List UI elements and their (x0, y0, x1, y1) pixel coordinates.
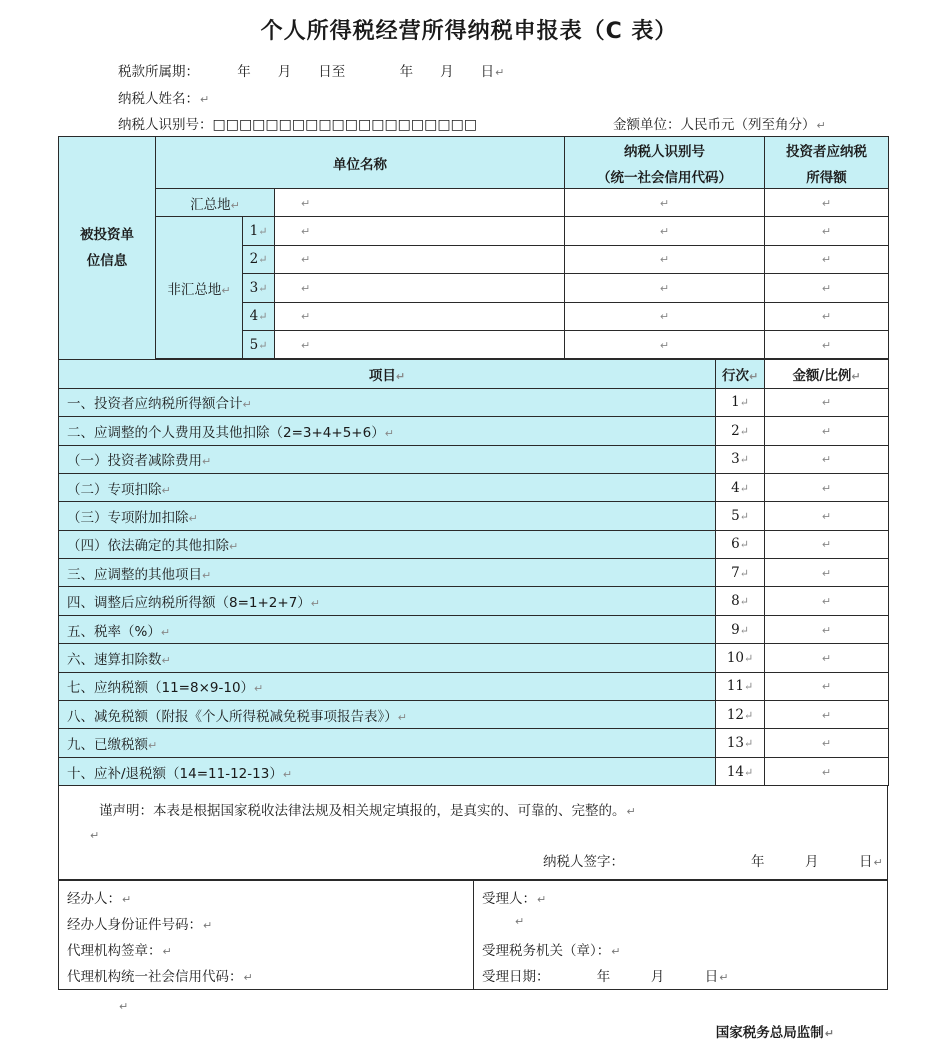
item-line-no: 1↵ (716, 388, 765, 416)
item-line-no: 3↵ (716, 445, 765, 473)
tax-period-from: 年 月 日至 (237, 64, 346, 80)
signature-label: 纳税人签字： (543, 854, 624, 870)
col-project: 项目↵ (59, 360, 716, 388)
item-row (59, 644, 889, 672)
amount-unit-note (613, 113, 826, 133)
declaration-text: 谨声明：本表是根据国家税收法律法规及相关规定填报的，是真实的、可靠的、完整的。 (99, 803, 626, 819)
item-line-no: 12↵ (716, 701, 765, 729)
paragraph-mark-icon: ↵ (119, 1000, 129, 1013)
taxpayer-id-boxes[interactable]: □□□□□□□□□□□□□□□□□□□□ (212, 117, 478, 133)
item-amount-cell[interactable]: ↵ (765, 729, 889, 757)
item-row (59, 672, 889, 700)
item-label: 二、应调整的个人费用及其他扣除（2=3+4+5+6）↵ (59, 417, 716, 445)
receiver-field[interactable]: 受理人：↵ (482, 891, 547, 907)
non-hq-unit-name-cell[interactable]: ↵ (275, 217, 565, 245)
non-hq-amount-cell[interactable]: ↵ (765, 217, 889, 245)
item-amount-cell[interactable]: ↵ (765, 587, 889, 615)
item-line-no: 11↵ (716, 672, 765, 700)
non-hq-amount-cell[interactable]: ↵ (765, 302, 889, 330)
non-hq-row-no: 3↵ (243, 274, 275, 302)
tax-period-row (118, 60, 504, 80)
agent-id-field[interactable]: 经办人身份证件号码：↵ (67, 917, 213, 933)
item-amount-cell[interactable]: ↵ (765, 615, 889, 643)
paragraph-mark-icon: ↵ (495, 66, 505, 79)
item-row (59, 530, 889, 558)
item-line-no: 14↵ (716, 757, 765, 785)
item-row (59, 388, 889, 416)
col-taxid-line1: 纳税人识别号 (624, 143, 706, 160)
item-row (59, 701, 889, 729)
non-hq-unit-name-cell[interactable]: ↵ (275, 274, 565, 302)
signature-date[interactable]: 年 月 日↵ (751, 854, 883, 870)
item-amount-cell[interactable]: ↵ (765, 530, 889, 558)
non-hq-row-no: 1↵ (243, 217, 275, 245)
taxpayer-name-row (118, 87, 209, 107)
item-amount-cell[interactable]: ↵ (765, 388, 889, 416)
item-row (59, 559, 889, 587)
item-label: 一、投资者应纳税所得额合计↵ (59, 388, 716, 416)
item-line-no: 13↵ (716, 729, 765, 757)
col-taxid (565, 137, 765, 189)
hq-amount-cell[interactable]: ↵ (765, 189, 889, 217)
item-row (59, 417, 889, 445)
item-amount-cell[interactable]: ↵ (765, 701, 889, 729)
item-line-no: 4↵ (716, 473, 765, 501)
item-line-no: 5↵ (716, 502, 765, 530)
item-line-no: 10↵ (716, 644, 765, 672)
item-amount-cell[interactable]: ↵ (765, 417, 889, 445)
investee-section-label: 被投资单位信息 (59, 137, 156, 360)
item-amount-cell[interactable]: ↵ (765, 473, 889, 501)
declaration-block (58, 785, 888, 880)
item-row (59, 473, 889, 501)
item-amount-cell[interactable]: ↵ (765, 672, 889, 700)
non-hq-taxid-cell[interactable]: ↵ (565, 274, 765, 302)
item-row (59, 587, 889, 615)
paragraph-mark-icon: ↵ (816, 119, 826, 132)
supervision-note: 国家税务总局监制↵ (715, 1025, 834, 1041)
non-hq-label: 非汇总地↵ (156, 217, 243, 359)
non-hq-unit-name-cell[interactable]: ↵ (275, 330, 565, 358)
footer-block (58, 880, 888, 990)
col-amount-line2: 所得额 (806, 169, 847, 186)
col-amount-line1: 投资者应纳税 (786, 143, 868, 160)
item-label: 五、税率（%）↵ (59, 615, 716, 643)
item-amount-cell[interactable]: ↵ (765, 559, 889, 587)
non-hq-taxid-cell[interactable]: ↵ (565, 330, 765, 358)
non-hq-amount-cell[interactable]: ↵ (765, 245, 889, 273)
paragraph-mark-icon: ↵ (90, 829, 100, 842)
col-amount-ratio: 金额/比例↵ (765, 360, 889, 388)
tax-period-to: 年 月 日 (399, 64, 495, 80)
item-amount-cell[interactable]: ↵ (765, 757, 889, 785)
hq-unit-name-cell[interactable]: ↵ (275, 189, 565, 217)
item-row (59, 615, 889, 643)
item-row (59, 502, 889, 530)
item-label: 十、应补/退税额（14=11-12-13）↵ (59, 757, 716, 785)
col-investor-amount (765, 137, 889, 189)
non-hq-row-no: 4↵ (243, 302, 275, 330)
acceptance-date-field[interactable]: 受理日期： 年 月 日↵ (482, 969, 729, 985)
item-label: 九、已缴税额↵ (59, 729, 716, 757)
non-hq-amount-cell[interactable]: ↵ (765, 274, 889, 302)
agency-credit-code-field[interactable]: 代理机构统一社会信用代码：↵ (67, 969, 253, 985)
item-label: （三）专项附加扣除↵ (59, 502, 716, 530)
paragraph-mark-icon: ↵ (626, 805, 636, 818)
receiver-blank-line: ↵ (515, 915, 525, 928)
item-label: （四）依法确定的其他扣除↵ (59, 530, 716, 558)
non-hq-row-no: 2↵ (243, 245, 275, 273)
hq-taxid-cell[interactable]: ↵ (565, 189, 765, 217)
item-amount-cell[interactable]: ↵ (765, 644, 889, 672)
tax-period-label: 税款所属期： (118, 64, 199, 80)
taxpayer-id-label: 纳税人识别号： (118, 117, 213, 133)
item-label: 四、调整后应纳税所得额（8=1+2+7）↵ (59, 587, 716, 615)
amount-unit-label: 金额单位：人民币元（列至角分） (613, 117, 816, 133)
item-row (59, 445, 889, 473)
item-amount-cell[interactable]: ↵ (765, 445, 889, 473)
item-amount-cell[interactable]: ↵ (765, 502, 889, 530)
item-label: 三、应调整的其他项目↵ (59, 559, 716, 587)
footer-agent-column (59, 881, 474, 989)
item-line-no: 8↵ (716, 587, 765, 615)
non-hq-amount-cell[interactable]: ↵ (765, 330, 889, 358)
tax-office-seal-field[interactable]: 受理税务机关（章）：↵ (482, 943, 621, 959)
col-unit-name: 单位名称 (156, 137, 565, 189)
item-label: （一）投资者减除费用↵ (59, 445, 716, 473)
non-hq-taxid-cell[interactable]: ↵ (565, 302, 765, 330)
item-line-no: 7↵ (716, 559, 765, 587)
non-hq-row-no: 5↵ (243, 330, 275, 358)
non-hq-taxid-cell[interactable]: ↵ (565, 245, 765, 273)
col-taxid-line2: （统一社会信用代码） (597, 169, 733, 186)
item-label: 八、减免税额（附报《个人所得税减免税事项报告表》）↵ (59, 701, 716, 729)
item-line-no: 2↵ (716, 417, 765, 445)
non-hq-unit-name-cell[interactable]: ↵ (275, 302, 565, 330)
form-title: 个人所得税经营所得纳税申报表（C 表） (260, 19, 678, 44)
item-label: （二）专项扣除↵ (59, 473, 716, 501)
declaration-table (58, 136, 889, 786)
item-label: 六、速算扣除数↵ (59, 644, 716, 672)
taxpayer-id-row (118, 113, 477, 133)
item-line-no: 6↵ (716, 530, 765, 558)
non-hq-unit-name-cell[interactable]: ↵ (275, 245, 565, 273)
non-hq-taxid-cell[interactable]: ↵ (565, 217, 765, 245)
hq-label: 汇总地↵ (156, 189, 275, 217)
item-line-no: 9↵ (716, 615, 765, 643)
col-line-no: 行次↵ (716, 360, 765, 388)
taxpayer-name-label: 纳税人姓名： (118, 91, 199, 107)
item-label: 七、应纳税额（11=8×9-10）↵ (59, 672, 716, 700)
item-row (59, 729, 889, 757)
agent-field[interactable]: 经办人：↵ (67, 891, 132, 907)
footer-acceptance-column (474, 881, 887, 989)
agency-seal-field[interactable]: 代理机构签章：↵ (67, 943, 172, 959)
paragraph-mark-icon: ↵ (200, 93, 210, 106)
item-row (59, 757, 889, 785)
